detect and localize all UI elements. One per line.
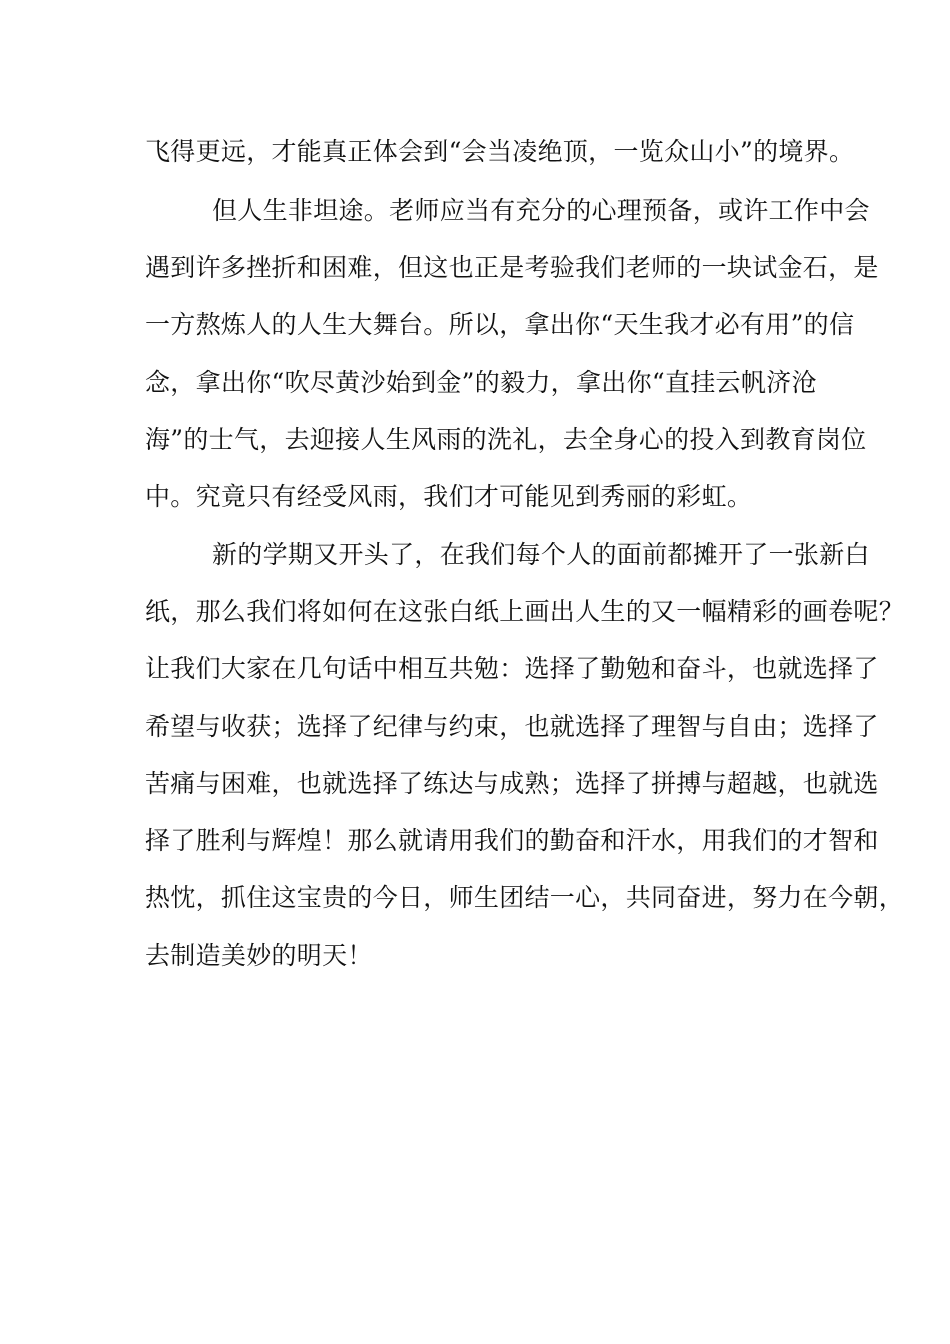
text-line: 海”的士气，去迎接人生风雨的洗礼，去全身心的投入到教育岗位 bbox=[145, 425, 867, 454]
text-line: 择了胜利与辉煌！那么就请用我们的勤奋和汗水，用我们的才智和 bbox=[145, 826, 879, 855]
text-line: 一方熬炼人的人生大舞台。所以，拿出你“天生我才必有用”的信 bbox=[145, 310, 855, 339]
text-line: 飞得更远，才能真正体会到“会当凌绝顶，一览众山小”的境界。 bbox=[145, 137, 855, 166]
text-line: 纸，那么我们将如何在这张白纸上画出人生的又一幅精彩的画卷呢？ bbox=[145, 597, 905, 626]
text-line: 中。究竟只有经受风雨，我们才可能见到秀丽的彩虹。 bbox=[145, 482, 753, 511]
paragraph-start-line: 但人生非坦途。老师应当有充分的心理预备，或许工作中会 bbox=[212, 196, 870, 225]
text-line: 苦痛与困难，也就选择了练达与成熟；选择了拼搏与超越，也就选 bbox=[145, 769, 879, 798]
text-line: 遇到许多挫折和困难，但这也正是考验我们老师的一块试金石，是 bbox=[145, 253, 879, 282]
paragraph-start-line: 新的学期又开头了，在我们每个人的面前都摊开了一张新白 bbox=[212, 540, 870, 569]
text-line: 念，拿出你“吹尽黄沙始到金”的毅力，拿出你“直挂云帆济沧 bbox=[145, 368, 817, 397]
text-line: 让我们大家在几句话中相互共勉：选择了勤勉和奋斗，也就选择了 bbox=[145, 654, 879, 683]
text-line: 热忱，抓住这宝贵的今日，师生团结一心，共同奋进，努力在今朝， bbox=[145, 883, 905, 912]
text-line: 去制造美妙的明天！ bbox=[145, 941, 373, 970]
text-line: 希望与收获；选择了纪律与约束，也就选择了理智与自由；选择了 bbox=[145, 712, 879, 741]
